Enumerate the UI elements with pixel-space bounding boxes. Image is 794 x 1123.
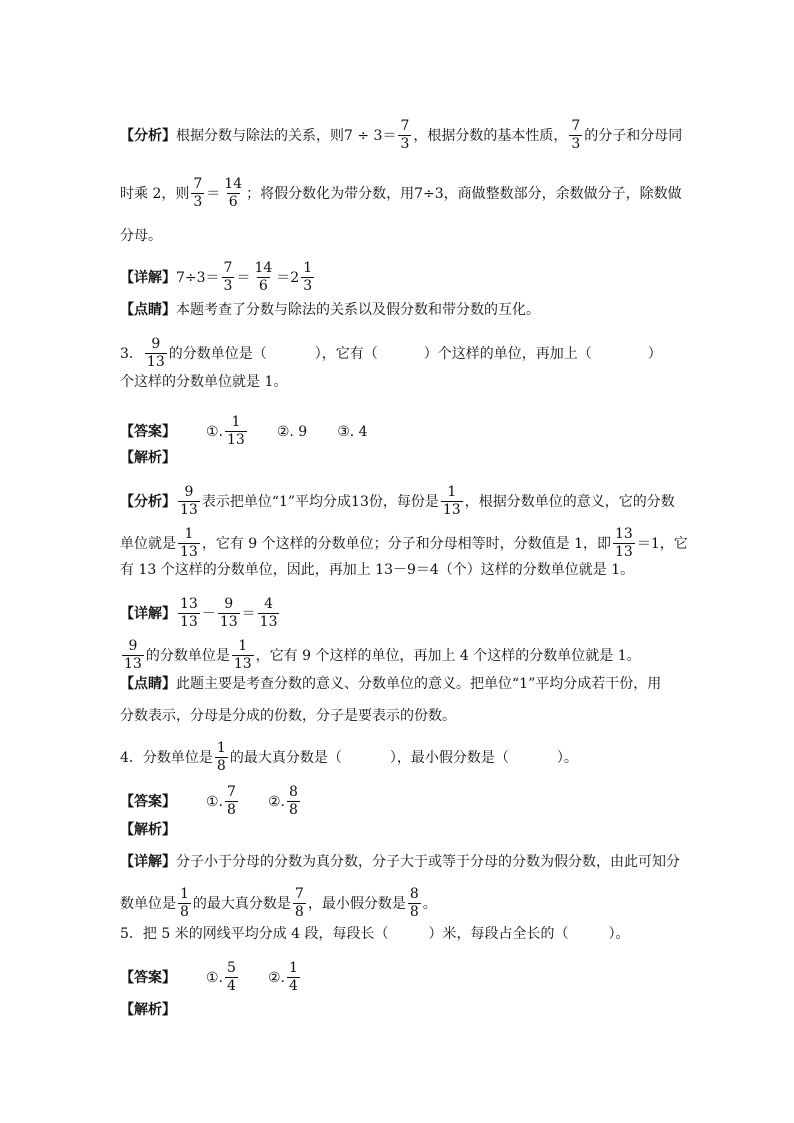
fraction-14-6: $\frac{14}{6}$ bbox=[224, 176, 243, 210]
question-text: ）。 bbox=[556, 749, 578, 766]
fraction-1-8: $\frac{1}{8}$ bbox=[180, 886, 189, 920]
fraction-7-3: $\frac{7}{3}$ bbox=[571, 118, 581, 152]
explanation-label: 【解析】 bbox=[120, 450, 176, 466]
detail-text: ＝2 bbox=[276, 269, 300, 286]
explanation-3-heading bbox=[120, 448, 684, 468]
analysis-text: 时乘 2，则 bbox=[120, 185, 190, 202]
fraction-14-6: $\frac{14}{6}$ bbox=[254, 260, 273, 294]
question-4 bbox=[120, 740, 684, 775]
analysis-text: 单位就是 bbox=[120, 535, 176, 552]
fraction-7-3: $\frac{7}{3}$ bbox=[400, 118, 410, 152]
minus: － bbox=[201, 605, 216, 622]
remark-line bbox=[120, 300, 684, 320]
analysis-text: 有 13 个这样的分数单位，因此，再加上 13－9＝4（个）这样的分数单位就是 1。 bbox=[120, 562, 635, 578]
question-5 bbox=[120, 924, 684, 944]
question-text: ）个这样的单位，再加上（ bbox=[423, 345, 592, 362]
question-text: 的最大真分数是（ bbox=[229, 749, 342, 766]
analysis-label: 【分析】 bbox=[120, 493, 176, 510]
fraction-1-4: $\frac{1}{4}$ bbox=[288, 960, 298, 994]
answer-label: 【答案】 bbox=[120, 969, 176, 986]
fraction-8-8: $\frac{8}{8}$ bbox=[288, 784, 298, 818]
detail-label: 【详解】 bbox=[120, 605, 176, 622]
answer-item: ①. bbox=[206, 969, 224, 986]
analysis-line-3 bbox=[120, 226, 684, 246]
detail-text: 7÷3＝ bbox=[176, 269, 220, 286]
answer-item: ②. 9 bbox=[276, 423, 308, 440]
question-text: ），最小假分数是（ bbox=[389, 749, 509, 766]
analysis-text: ＝1，它 bbox=[636, 535, 688, 552]
fraction-7-8: $\frac{7}{8}$ bbox=[294, 886, 304, 920]
answer-3 bbox=[120, 414, 684, 449]
fraction-13-13: $\frac{13}{13}$ bbox=[180, 596, 198, 630]
fraction-1-13: $\frac{1}{13}$ bbox=[227, 414, 245, 448]
analysis-text: 的分子和分母同 bbox=[584, 127, 683, 144]
remark-text: 分数表示，分母是分成的份数，分子是要表示的份数。 bbox=[120, 708, 456, 724]
detail-label: 【详解】 bbox=[120, 269, 176, 286]
question-text: 个这样的分数单位就是 1。 bbox=[120, 374, 288, 390]
question-text: ）米，每段占全长的（ bbox=[428, 926, 569, 942]
answer-item: ③. 4 bbox=[337, 423, 368, 440]
question-text: 的分数单位是（ bbox=[168, 345, 267, 362]
remark-label: 【点睛】 bbox=[120, 676, 176, 692]
fraction-8-8: $\frac{8}{8}$ bbox=[409, 886, 419, 920]
answer-4 bbox=[120, 784, 684, 819]
detail-text: 。 bbox=[422, 895, 437, 912]
remark-text: 此题主要是考查分数的意义、分数单位的意义。把单位“1”平均分成若干份，用 bbox=[176, 676, 662, 692]
fraction-9-13: $\frac{9}{13}$ bbox=[219, 596, 238, 630]
question-3 bbox=[120, 336, 684, 371]
fraction-7-3: $\frac{7}{3}$ bbox=[223, 260, 233, 294]
detail-text: 的分数单位是 bbox=[145, 647, 230, 664]
answer-item: ②. bbox=[267, 793, 285, 810]
analysis-label: 【分析】 bbox=[120, 127, 176, 144]
question-text: ） bbox=[647, 345, 662, 362]
fraction-1-13: $\frac{1}{13}$ bbox=[442, 484, 461, 518]
question-text: ）。 bbox=[608, 926, 630, 942]
explanation-5-heading bbox=[120, 1000, 684, 1020]
analysis-line-2 bbox=[120, 176, 684, 211]
fraction-9-13: $\frac{9}{13}$ bbox=[146, 336, 165, 370]
analysis-line-1 bbox=[120, 118, 684, 153]
fraction-1-13: $\frac{1}{13}$ bbox=[180, 526, 198, 560]
fraction-1-13: $\frac{1}{13}$ bbox=[233, 638, 252, 672]
detail-text: 分子小于分母的分数为真分数，分子大于或等于分母的分数为假分数，由此可知分 bbox=[176, 854, 680, 870]
detail-text: ，它有 9 个这样的单位，再加上 4 个这样的分数单位就是 1。 bbox=[255, 647, 641, 664]
question-text: ），它有（ bbox=[314, 345, 378, 362]
detail-line bbox=[120, 260, 684, 295]
analysis-text: 表示把单位“1”平均分成13份，每份是 bbox=[201, 493, 439, 510]
detail-4-line-1 bbox=[120, 852, 684, 872]
explanation-label: 【解析】 bbox=[120, 822, 176, 838]
fraction-7-8: $\frac{7}{8}$ bbox=[227, 784, 236, 818]
answer-5 bbox=[120, 960, 684, 995]
equals: ＝ bbox=[206, 185, 221, 202]
answer-item: ②. bbox=[267, 969, 285, 986]
detail-3-line-2 bbox=[120, 638, 684, 673]
equals: ＝ bbox=[236, 269, 251, 286]
analysis-3-line-2 bbox=[120, 526, 688, 561]
detail-text: 数单位是 bbox=[120, 895, 176, 912]
detail-text: ，最小假分数是 bbox=[307, 895, 406, 912]
question-text: 5．把 5 米的网线平均分成 4 段，每段长（ bbox=[120, 926, 389, 942]
fraction-1-8: $\frac{1}{8}$ bbox=[216, 740, 226, 774]
fraction-4-13: $\frac{4}{13}$ bbox=[259, 596, 278, 630]
explanation-4-heading bbox=[120, 820, 684, 840]
remark-label: 【点睛】 bbox=[120, 302, 176, 318]
analysis-text: ，根据分数单位的意义，它的分数 bbox=[464, 493, 675, 510]
question-3-line-2 bbox=[120, 372, 684, 392]
fraction-1-3: $\frac{1}{3}$ bbox=[303, 260, 313, 294]
answer-label: 【答案】 bbox=[120, 423, 176, 440]
analysis-3-line-3 bbox=[120, 560, 684, 580]
fraction-9-13: $\frac{9}{13}$ bbox=[180, 484, 198, 518]
remark-3-line-1 bbox=[120, 674, 684, 694]
analysis-text: 分母。 bbox=[120, 228, 162, 244]
equals: ＝ bbox=[241, 605, 256, 622]
explanation-label: 【解析】 bbox=[120, 1002, 176, 1018]
question-number: 3． bbox=[120, 345, 143, 362]
analysis-text: 根据分数与除法的关系，则7 ÷ 3＝ bbox=[176, 127, 397, 144]
remark-3-line-2 bbox=[120, 706, 684, 726]
detail-label: 【详解】 bbox=[120, 854, 176, 870]
fraction-13-13: $\frac{13}{13}$ bbox=[615, 526, 633, 560]
answer-item: ①. bbox=[206, 423, 224, 440]
fraction-7-3: $\frac{7}{3}$ bbox=[193, 176, 203, 210]
question-text: 4．分数单位是 bbox=[120, 749, 213, 766]
answer-label: 【答案】 bbox=[120, 793, 176, 810]
fraction-9-13: $\frac{9}{13}$ bbox=[124, 638, 142, 672]
analysis-text: ；将假分数化为带分数，用7÷3，商做整数部分，余数做分子，除数做 bbox=[246, 185, 682, 202]
answer-item: ①. bbox=[206, 793, 224, 810]
fraction-5-4: $\frac{5}{4}$ bbox=[227, 960, 236, 994]
analysis-text: ，它有 9 个这样的分数单位；分子和分母相等时，分数值是 1，即 bbox=[201, 535, 611, 552]
detail-4-line-2 bbox=[120, 886, 684, 921]
detail-3-line-1 bbox=[120, 596, 684, 631]
analysis-text: ，根据分数的基本性质， bbox=[413, 127, 568, 144]
remark-text: 本题考查了分数与除法的关系以及假分数和带分数的互化。 bbox=[176, 302, 540, 318]
analysis-3-line-1 bbox=[120, 484, 684, 519]
detail-text: 的最大真分数是 bbox=[192, 895, 291, 912]
